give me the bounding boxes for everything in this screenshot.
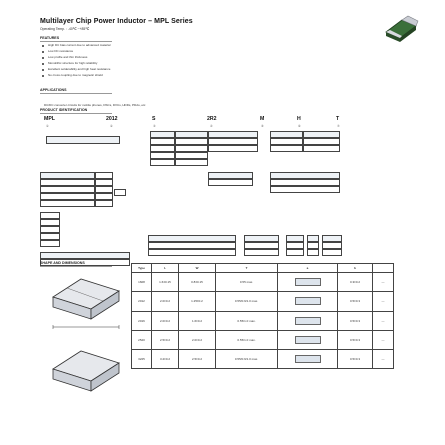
table-cell: — [373, 292, 394, 311]
table-cell: 1.25±0.2 [179, 292, 216, 311]
code-box [208, 145, 258, 152]
table-cell: 1.6±0.15 [152, 273, 179, 292]
feature-item: High DC bias current due to advanced material [48, 43, 111, 47]
product-id-heading: PRODUCT IDENTIFICATION [40, 108, 88, 112]
code-box [322, 235, 342, 242]
feature-item: Low DC resistance [48, 49, 74, 53]
pn-index: ① [46, 124, 49, 128]
code-box [244, 242, 279, 249]
pn-index: ⑥ [298, 124, 301, 128]
code-box [95, 179, 113, 186]
table-cell [278, 311, 338, 330]
header-cell: T [216, 264, 278, 273]
pad-diagram-icon [295, 278, 321, 286]
code-box [148, 249, 236, 256]
table-cell: — [373, 311, 394, 330]
table-row [132, 350, 394, 369]
table-cell: 0.55 max. [216, 273, 278, 292]
header-cell: W [179, 264, 216, 273]
inductor-photo-icon [380, 6, 420, 46]
table-cell: 0.5±0.3 [338, 330, 373, 349]
code-box [150, 138, 175, 145]
code-box [270, 179, 340, 186]
table-cell: — [373, 350, 394, 369]
table-cell: 2.0±0.2 [152, 292, 179, 311]
pn-index: ⑤ [261, 124, 264, 128]
pn-size: 2012 [106, 116, 118, 122]
code-box [46, 136, 120, 144]
table-cell: 2.5±0.2 [179, 350, 216, 369]
pn-inductance: 2R2 [207, 116, 217, 122]
features-heading: FEATURES [40, 36, 60, 40]
bullet-icon [42, 51, 44, 53]
code-box [244, 249, 279, 256]
code-box [175, 159, 208, 166]
table-row [132, 273, 394, 292]
code-box [270, 131, 303, 138]
table-cell: 0.55/0.9/1.0 max. [216, 350, 278, 369]
feature-item: Monolithic structure for high reliability [48, 61, 98, 65]
applications-heading: APPLICATIONS [40, 88, 67, 92]
code-box [208, 172, 253, 179]
code-box [307, 242, 319, 249]
code-box [270, 138, 303, 145]
applications-text: DC/DC converter circuits for mobile phones, DSCs, DVCs, HDDs, PDAs, etc [44, 103, 146, 107]
table-header-row [132, 264, 394, 273]
code-box [95, 186, 113, 193]
table-row [132, 330, 394, 349]
table-cell: — [373, 273, 394, 292]
code-box [40, 226, 60, 233]
pn-index: ⑦ [337, 124, 340, 128]
code-box [40, 212, 60, 219]
table-cell: 0.55/0.9/1.0 max. [216, 292, 278, 311]
code-box [40, 240, 60, 247]
table-cell [278, 350, 338, 369]
code-box [175, 152, 208, 159]
pn-type: S [152, 116, 156, 122]
code-box [270, 186, 340, 193]
code-box [175, 131, 208, 138]
code-box [307, 235, 319, 242]
pn-tolerance: M [260, 116, 265, 122]
table-cell: 0.5±0.3 [338, 292, 373, 311]
code-box [286, 235, 304, 242]
code-box [150, 159, 175, 166]
code-box [270, 145, 303, 152]
code-box [150, 131, 175, 138]
pn-series: MPL [44, 116, 55, 122]
pad-diagram-icon [295, 355, 321, 363]
table-row [132, 292, 394, 311]
code-box [40, 193, 95, 200]
code-box [95, 193, 113, 200]
bullet-icon [42, 57, 44, 59]
pn-thickness: H [297, 116, 301, 122]
chip-dimension-drawing-icon [47, 261, 127, 436]
features-rule [40, 41, 112, 42]
header-cell: Type [132, 264, 152, 273]
bullet-icon [42, 63, 44, 65]
code-box [303, 145, 340, 152]
page-title: Multilayer Chip Power Inductor – MPL Series [40, 18, 193, 25]
product-id-rule [40, 113, 112, 114]
table-cell [278, 330, 338, 349]
table-cell: — [373, 330, 394, 349]
pn-index: ④ [210, 124, 213, 128]
table-cell: 1.6±0.2 [179, 311, 216, 330]
table-cell: 0.55/1.0 max. [216, 330, 278, 349]
table-cell: 2012 [132, 292, 152, 311]
code-box [244, 235, 279, 242]
code-box [307, 249, 319, 256]
header-cell: a [278, 264, 338, 273]
bullet-icon [42, 45, 44, 47]
code-box [40, 179, 95, 186]
table-cell: 2016 [132, 311, 152, 330]
bullet-icon [42, 75, 44, 77]
code-box [40, 219, 60, 226]
code-box [40, 172, 95, 179]
table-cell: 3.2±0.2 [152, 350, 179, 369]
code-box [303, 131, 340, 138]
table-cell: 0.5±0.3 [338, 311, 373, 330]
code-box [40, 252, 130, 259]
code-box [114, 189, 126, 196]
table-cell: 0.5±0.3 [338, 350, 373, 369]
table-cell: 2520 [132, 330, 152, 349]
code-box [148, 242, 236, 249]
code-box [286, 242, 304, 249]
table-cell [278, 273, 338, 292]
header [8, 6, 437, 46]
feature-item: Low profile and thin thickness [48, 55, 88, 59]
code-box [150, 152, 175, 159]
table-cell: 3225 [132, 350, 152, 369]
bullet-icon [42, 69, 44, 71]
code-box [148, 235, 236, 242]
header-cell: b [338, 264, 373, 273]
pad-diagram-icon [295, 317, 321, 325]
code-box [208, 179, 253, 186]
code-box [175, 145, 208, 152]
code-box [286, 249, 304, 256]
table-cell [278, 292, 338, 311]
code-box [175, 138, 208, 145]
feature-item: No cross coupling due to magnetic shield [48, 73, 103, 77]
code-box [270, 172, 340, 179]
code-box [208, 131, 258, 138]
pad-diagram-icon [295, 297, 321, 305]
table-cell: 2.5±0.2 [152, 330, 179, 349]
shape-heading: SHAPE AND DIMENSIONS [40, 261, 85, 265]
pn-index: ② [110, 124, 113, 128]
table-cell: 0.8±0.15 [179, 273, 216, 292]
table-cell: 2.0±0.2 [152, 311, 179, 330]
code-box [150, 145, 175, 152]
code-box [322, 249, 342, 256]
code-box [40, 200, 95, 207]
operating-temp: Operating Temp. : -40℃ ~+85℃ [40, 27, 90, 31]
code-box [40, 233, 60, 240]
code-box [95, 172, 113, 179]
table-cell: 0.3±0.2 [338, 273, 373, 292]
table-cell: 2.0±0.2 [179, 330, 216, 349]
table-cell: 1608 [132, 273, 152, 292]
feature-item: Excellent solderability and high heat resistance [48, 67, 111, 71]
header-cell: L [152, 264, 179, 273]
header-cell [373, 264, 394, 273]
code-box [303, 138, 340, 145]
pn-index: ③ [153, 124, 156, 128]
pad-diagram-icon [295, 336, 321, 344]
table-cell: 0.55/1.0 max. [216, 311, 278, 330]
dimensions-table [131, 263, 394, 369]
code-box [40, 186, 95, 193]
code-box [95, 200, 113, 207]
applications-rule [40, 93, 112, 94]
code-box [322, 242, 342, 249]
table-row [132, 311, 394, 330]
code-box [208, 138, 258, 145]
pn-packing: T [336, 116, 340, 122]
